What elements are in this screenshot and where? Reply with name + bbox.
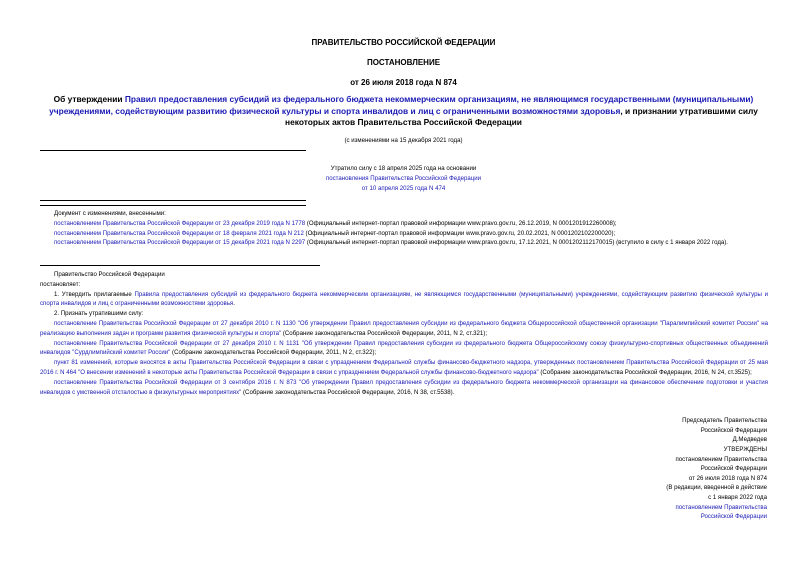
approved-line: (В редакции, введенной в действие [666,484,767,492]
repealed-text: (Собрание законодательства Российской Федерации, 2011, N 2, ст.321); [281,329,488,337]
decrees-line: постановляет: [40,280,81,288]
repealed-item [40,319,768,339]
paragraph-text: . [233,300,235,308]
change-text: (Официальный интернет-портал правовой информации www.pravo.gov.ru, 20.02.2021, N 0001202102200020); [303,229,616,237]
signature-block [590,416,767,445]
rules-link[interactable]: Правила предоставления субсидий из федерального бюджета некоммерческим организациям, не являющимся государственными (муниципальными) учреждениями, содействующим развитию физической культуры и спорта инвалидов и лиц с ограниченными возможностями здоровья [40,290,768,308]
body-text [40,270,768,397]
revision-note: (с изменениями на 15 декабря 2021 года) [344,137,463,144]
change-text: (Официальный интернет-портал правовой информации www.pravo.gov.ru, 17.12.2021, N 0001202112170015) (вступило в силу с 1 января 2022 года). [305,239,728,247]
changes-heading: Документ с изменениями, внесенными: [54,210,166,217]
expired-decree-date-link[interactable]: от 10 апреля 2025 года N 474 [361,184,446,192]
approved-line: с 1 января 2022 года [708,493,767,501]
title-rules-link[interactable]: Правил предоставления субсидий из федерального бюджета некоммерческим организациям, не являющимся государственными (муниципальными) учреждениями, содействующим развитию физической культуры и спорта инвалидов и лиц с ограниченными возможностями здоровья [49,94,754,116]
repealed-item [40,358,768,378]
government-heading: ПРАВИТЕЛЬСТВО РОССИЙСКОЙ ФЕДЕРАЦИИ [311,38,496,47]
change-link[interactable]: постановлением Правительства Российской Федерации от 18 февраля 2021 года N 212 [54,229,304,237]
signature-name: Д.Медведев [732,436,767,444]
divider [40,150,306,151]
change-link[interactable]: постановлением Правительства Российской Федерации от 15 декабря 2021 года N 2297 [54,239,306,247]
approved-decree-link[interactable]: Российской Федерации [700,513,767,521]
change-item [40,219,768,229]
repealed-text: (Собрание законодательства Российской Федерации, 2016, N 38, ст.5538). [241,388,455,396]
approved-line: постановлением Правительства [675,455,767,463]
approved-line: Российской Федерации [700,465,767,473]
repealed-link[interactable]: пункт 81 изменений, которые вносятся в акты Правительства Российской Федерации в связи с упразднением Федеральной службы финансово-бюджетного надзора, утвержденных постановлением Правительства Российской Федерации от 25 мая 2016 г. N 464 "О внесении изменений в некоторые акты Правительства Российской Федерации в связи с упразднением Федеральной службы финансово-бюджетного надзора" [40,359,768,376]
repealed-link[interactable]: постановление Правительства Российской Федерации от 27 декабря 2010 г. N 1131 "Об утверждении Правил предоставления субсидии из федерального бюджета Общероссийскому союзу физкультурно-спортивных общественных объединений инвалидов "Сурдлимпийский комитет России" [40,339,768,357]
divider [40,205,306,206]
change-link[interactable]: постановлением Правительства Российской Федерации от 23 декабря 2019 года N 1778 [54,219,306,227]
signature-government: Российской Федерации [700,426,767,434]
repealed-link[interactable]: постановление Правительства Российской Федерации от 3 сентября 2016 г. N 873 "Об утверждении Правил предоставления субсидии из федерального бюджета некоммерческой организации на финансовое обеспечение подготовки и участия инвалидов с умственной отсталостью в физкультурных мероприятиях" [40,378,768,396]
approved-block [590,445,767,522]
changes-block [40,209,768,248]
expired-line: Утратило силу с 18 апреля 2025 года на основании [330,165,477,172]
change-item [40,238,768,248]
paragraph-2: 2. Признать утратившими силу: [54,310,144,318]
repealed-item [40,339,768,359]
document-date-number: от 26 июля 2018 года N 874 [350,78,457,87]
approved-line: от 26 июля 2018 года N 874 [688,474,767,482]
expired-decree-link[interactable]: постановления Правительства Российской Федерации [325,174,482,182]
paragraph-1 [40,290,768,310]
document-type: ПОСТАНОВЛЕНИЕ [366,58,441,67]
document-title [40,94,767,129]
approved-decree-link[interactable]: постановлением Правительства [675,503,767,511]
repealed-text: (Собрание законодательства Российской Федерации, 2011, N 2, ст.322); [170,349,377,357]
title-suffix: , и признании утратившими силу некоторых актов Правительства Российской Федерации [285,105,758,127]
repealed-item [40,378,768,398]
divider [40,265,320,266]
divider [40,200,306,201]
expired-notice [300,164,507,193]
title-prefix: Об утверждении [53,94,125,104]
approved-heading: УТВЕРЖДЕНЫ [723,446,767,453]
paragraph-text: 1. Утвердить прилагаемые [54,290,135,298]
repealed-text: (Собрание законодательства Российской Федерации, 2016, N 24, ст.3525); [538,368,752,376]
change-item [40,229,768,239]
government-line: Правительство Российской Федерации [54,271,165,278]
change-text: (Официальный интернет-портал правовой информации www.pravo.gov.ru, 26.12.2019, N 0001201912260008); [305,219,617,227]
signature-position: Председатель Правительства [682,417,767,424]
repealed-link[interactable]: постановление Правительства Российской Федерации от 27 декабря 2010 г. N 1130 "Об утверждении Правил предоставления субсидии из федерального бюджета Общероссийской общественной организации "Паралимпийский комитет России" на реализацию выполнения задач и программ развития физической культуры и спорта" [40,319,768,337]
